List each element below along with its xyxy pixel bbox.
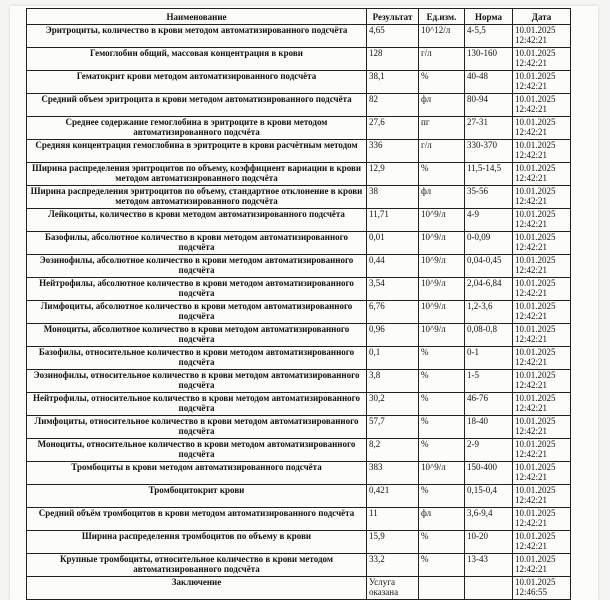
norm-cell: 10-20 — [465, 531, 513, 554]
table-row — [27, 393, 571, 416]
result-cell: 30,2 — [367, 393, 419, 416]
test-name-cell: Моноциты, абсолютное количество в крови методом автоматизированного подсчёта — [27, 324, 367, 347]
date-cell — [513, 324, 571, 347]
table-body — [27, 25, 571, 600]
date-cell — [513, 48, 571, 71]
time-value: 12:42:21 — [515, 403, 548, 413]
date-value: 10.01.2025 — [515, 416, 556, 426]
unit-cell: % — [419, 71, 465, 94]
date-value: 10.01.2025 — [515, 462, 556, 472]
time-value: 12:42:21 — [515, 242, 548, 252]
date-value: 10.01.2025 — [515, 255, 556, 265]
date-value: 10.01.2025 — [515, 301, 556, 311]
time-value: 12:42:21 — [515, 104, 548, 114]
unit-cell: пг — [419, 117, 465, 140]
test-name-cell: Лимфоциты, абсолютное количество в крови методом автоматизированного подсчёта — [27, 301, 367, 324]
date-value: 10.01.2025 — [515, 393, 556, 403]
test-name-cell: Базофилы, относительное количество в крови методом автоматизированного подсчёта — [27, 347, 367, 370]
date-cell — [513, 370, 571, 393]
unit-cell: 10^9/л — [419, 232, 465, 255]
time-value: 12:42:21 — [515, 334, 548, 344]
time-value: 12:42:21 — [515, 196, 548, 206]
result-cell: 3,54 — [367, 278, 419, 301]
date-value: 10.01.2025 — [515, 278, 556, 288]
norm-cell: 1-5 — [465, 370, 513, 393]
test-name-cell: Лимфоциты, относительное количество в крови методом автоматизированного подсчёта — [27, 416, 367, 439]
time-value: 12:42:21 — [515, 449, 548, 459]
result-cell: 11,71 — [367, 209, 419, 232]
date-value: 10.01.2025 — [515, 209, 556, 219]
time-value: 12:42:21 — [515, 564, 548, 574]
date-value: 10.01.2025 — [515, 48, 556, 58]
date-value: 10.01.2025 — [515, 140, 556, 150]
result-cell: 0,01 — [367, 232, 419, 255]
table-row — [27, 531, 571, 554]
header-date: Дата — [513, 9, 571, 25]
result-cell: 82 — [367, 94, 419, 117]
norm-cell: 330-370 — [465, 140, 513, 163]
test-name-cell: Гемоглобин общий, массовая концентрация в крови — [27, 48, 367, 71]
result-cell: 27,6 — [367, 117, 419, 140]
norm-cell: 11,5-14,5 — [465, 163, 513, 186]
test-name-cell: Гематокрит крови методом автоматизированного подсчёта — [27, 71, 367, 94]
test-name-cell: Средняя концентрация гемоглобина в эритроците в крови расчётным методом — [27, 140, 367, 163]
result-cell: 336 — [367, 140, 419, 163]
date-cell — [513, 554, 571, 577]
time-value: 12:42:21 — [515, 35, 548, 45]
unit-cell: % — [419, 531, 465, 554]
result-cell: 0,44 — [367, 255, 419, 278]
test-name-cell: Нейтрофилы, абсолютное количество в крови методом автоматизированного подсчёта — [27, 278, 367, 301]
header-norm: Норма — [465, 9, 513, 25]
result-cell: 57,7 — [367, 416, 419, 439]
date-cell — [513, 577, 571, 600]
table-row — [27, 462, 571, 485]
test-name-cell: Крупные тромбоциты, относительное количество в крови методом автоматизированного подсчёта — [27, 554, 367, 577]
test-name-cell: Ширина распределения тромбоцитов по объему в крови — [27, 531, 367, 554]
table-row — [27, 485, 571, 508]
unit-cell: 10^9/л — [419, 255, 465, 278]
date-cell — [513, 186, 571, 209]
unit-cell: % — [419, 163, 465, 186]
table-row — [27, 186, 571, 209]
date-value: 10.01.2025 — [515, 439, 556, 449]
header-result: Результат — [367, 9, 419, 25]
test-name-cell: Ширина распределения эритроцитов по объему, стандартное отклонение в крови методом автоматизированного подсчёта — [27, 186, 367, 209]
unit-cell: г/л — [419, 140, 465, 163]
table-row — [27, 508, 571, 531]
time-value: 12:42:21 — [515, 127, 548, 137]
table-row — [27, 232, 571, 255]
date-cell — [513, 393, 571, 416]
table-row — [27, 255, 571, 278]
time-value: 12:42:21 — [515, 150, 548, 160]
table-row — [27, 577, 571, 600]
unit-cell: % — [419, 416, 465, 439]
norm-cell: 35-56 — [465, 186, 513, 209]
date-value: 10.01.2025 — [515, 163, 556, 173]
norm-cell: 18-40 — [465, 416, 513, 439]
unit-cell: % — [419, 439, 465, 462]
test-name-cell: Эритроциты, количество в крови методом автоматизированного подсчёта — [27, 25, 367, 48]
unit-cell: г/л — [419, 48, 465, 71]
date-value: 10.01.2025 — [515, 370, 556, 380]
time-value: 12:42:21 — [515, 58, 548, 68]
date-cell — [513, 508, 571, 531]
date-cell — [513, 301, 571, 324]
time-value: 12:46:55 — [515, 587, 548, 597]
result-cell: 128 — [367, 48, 419, 71]
norm-cell: 2,04-6,84 — [465, 278, 513, 301]
table-row — [27, 554, 571, 577]
unit-cell: % — [419, 393, 465, 416]
date-value: 10.01.2025 — [515, 25, 556, 35]
result-cell: 12,9 — [367, 163, 419, 186]
table-row — [27, 416, 571, 439]
test-name-cell: Эозинофилы, относительное количество в крови методом автоматизированного подсчёта — [27, 370, 367, 393]
norm-cell: 80-94 — [465, 94, 513, 117]
result-cell: 0,1 — [367, 347, 419, 370]
result-cell: 38 — [367, 186, 419, 209]
date-cell — [513, 485, 571, 508]
test-name-cell: Нейтрофилы, относительное количество в крови методом автоматизированного подсчёта — [27, 393, 367, 416]
date-value: 10.01.2025 — [515, 94, 556, 104]
norm-cell: 46-76 — [465, 393, 513, 416]
time-value: 12:42:21 — [515, 426, 548, 436]
date-value: 10.01.2025 — [515, 508, 556, 518]
header-name: Наименование — [27, 9, 367, 25]
time-value: 12:42:21 — [515, 380, 548, 390]
result-cell: 15,9 — [367, 531, 419, 554]
table-row — [27, 71, 571, 94]
norm-cell: 1,2-3,6 — [465, 301, 513, 324]
lab-results-table — [26, 8, 571, 600]
test-name-cell: Среднее содержание гемоглобина в эритроците в крови методом автоматизированного подсчёта — [27, 117, 367, 140]
date-value: 10.01.2025 — [515, 324, 556, 334]
date-cell — [513, 140, 571, 163]
time-value: 12:42:21 — [515, 81, 548, 91]
date-cell — [513, 209, 571, 232]
unit-cell: 10^9/л — [419, 301, 465, 324]
unit-cell: фл — [419, 508, 465, 531]
norm-cell: 27-31 — [465, 117, 513, 140]
table-row — [27, 25, 571, 48]
result-cell: 11 — [367, 508, 419, 531]
time-value: 12:42:21 — [515, 265, 548, 275]
unit-cell: 10^9/л — [419, 209, 465, 232]
unit-cell: фл — [419, 94, 465, 117]
unit-cell — [419, 577, 465, 600]
table-row — [27, 301, 571, 324]
result-cell: 4,65 — [367, 25, 419, 48]
time-value: 12:42:21 — [515, 518, 548, 528]
unit-cell: 10^9/л — [419, 278, 465, 301]
norm-cell: 3,6-9,4 — [465, 508, 513, 531]
result-cell: 383 — [367, 462, 419, 485]
norm-cell — [465, 577, 513, 600]
norm-cell: 0-0,09 — [465, 232, 513, 255]
table-row — [27, 163, 571, 186]
result-cell: 3,8 — [367, 370, 419, 393]
time-value: 12:42:21 — [515, 357, 548, 367]
date-cell — [513, 531, 571, 554]
table-row — [27, 278, 571, 301]
date-value: 10.01.2025 — [515, 485, 556, 495]
norm-cell: 150-400 — [465, 462, 513, 485]
unit-cell: 10^12/л — [419, 25, 465, 48]
time-value: 12:42:21 — [515, 173, 548, 183]
norm-cell: 4-9 — [465, 209, 513, 232]
norm-cell: 130-160 — [465, 48, 513, 71]
table-row — [27, 117, 571, 140]
time-value: 12:42:21 — [515, 288, 548, 298]
unit-cell: % — [419, 370, 465, 393]
result-cell: 0,421 — [367, 485, 419, 508]
date-value: 10.01.2025 — [515, 117, 556, 127]
norm-cell: 4-5,5 — [465, 25, 513, 48]
date-value: 10.01.2025 — [515, 577, 556, 587]
norm-cell: 0,08-0,8 — [465, 324, 513, 347]
result-cell: 33,2 — [367, 554, 419, 577]
table-row — [27, 324, 571, 347]
date-cell — [513, 347, 571, 370]
table-row — [27, 209, 571, 232]
unit-cell: 10^9/л — [419, 462, 465, 485]
result-cell: 8,2 — [367, 439, 419, 462]
unit-cell: фл — [419, 186, 465, 209]
date-value: 10.01.2025 — [515, 186, 556, 196]
table-row — [27, 94, 571, 117]
date-cell — [513, 163, 571, 186]
time-value: 12:42:21 — [515, 311, 548, 321]
test-name-cell: Базофилы, абсолютное количество в крови методом автоматизированного подсчёта — [27, 232, 367, 255]
result-cell: 0,96 — [367, 324, 419, 347]
unit-cell: % — [419, 347, 465, 370]
table-row — [27, 370, 571, 393]
table-row — [27, 439, 571, 462]
norm-cell: 40-48 — [465, 71, 513, 94]
test-name-cell: Тромбоциты в крови методом автоматизированного подсчёта — [27, 462, 367, 485]
date-cell — [513, 25, 571, 48]
date-cell — [513, 278, 571, 301]
date-value: 10.01.2025 — [515, 71, 556, 81]
date-cell — [513, 255, 571, 278]
test-name-cell: Моноциты, относительное количество в крови методом автоматизированного подсчёта — [27, 439, 367, 462]
result-cell: 6,76 — [367, 301, 419, 324]
date-value: 10.01.2025 — [515, 347, 556, 357]
unit-cell: 10^9/л — [419, 324, 465, 347]
unit-cell: % — [419, 554, 465, 577]
result-cell: Услуга оказана — [367, 577, 419, 600]
date-cell — [513, 94, 571, 117]
norm-cell: 0-1 — [465, 347, 513, 370]
date-cell — [513, 232, 571, 255]
norm-cell: 2-9 — [465, 439, 513, 462]
norm-cell: 13-43 — [465, 554, 513, 577]
date-cell — [513, 71, 571, 94]
table-row — [27, 140, 571, 163]
table-row — [27, 347, 571, 370]
date-cell — [513, 462, 571, 485]
test-name-cell: Эозинофилы, абсолютное количество в крови методом автоматизированного подсчёта — [27, 255, 367, 278]
time-value: 12:42:21 — [515, 472, 548, 482]
norm-cell: 0,15-0,4 — [465, 485, 513, 508]
date-cell — [513, 439, 571, 462]
test-name-cell: Тромбоцитокрит крови — [27, 485, 367, 508]
test-name-cell: Ширина распределения эритроцитов по объему, коэффициент вариации в крови методом автоматизированного подсчёта — [27, 163, 367, 186]
table-header-row — [27, 9, 571, 25]
date-value: 10.01.2025 — [515, 554, 556, 564]
date-cell — [513, 117, 571, 140]
date-value: 10.01.2025 — [515, 232, 556, 242]
unit-cell: % — [419, 485, 465, 508]
test-name-cell: Лейкоциты, количество в крови методом автоматизированного подсчёта — [27, 209, 367, 232]
norm-cell: 0,04-0,45 — [465, 255, 513, 278]
date-cell — [513, 416, 571, 439]
test-name-cell: Средний объём тромбоцитов в крови методом автоматизированного подсчёта — [27, 508, 367, 531]
header-unit: Ед.изм. — [419, 9, 465, 25]
result-cell: 38,1 — [367, 71, 419, 94]
time-value: 12:42:21 — [515, 219, 548, 229]
test-name-cell: Заключение — [27, 577, 367, 600]
time-value: 12:42:21 — [515, 495, 548, 505]
date-value: 10.01.2025 — [515, 531, 556, 541]
test-name-cell: Средний объем эритроцита в крови методом автоматизированного подсчёта — [27, 94, 367, 117]
table-row — [27, 48, 571, 71]
time-value: 12:42:21 — [515, 541, 548, 551]
